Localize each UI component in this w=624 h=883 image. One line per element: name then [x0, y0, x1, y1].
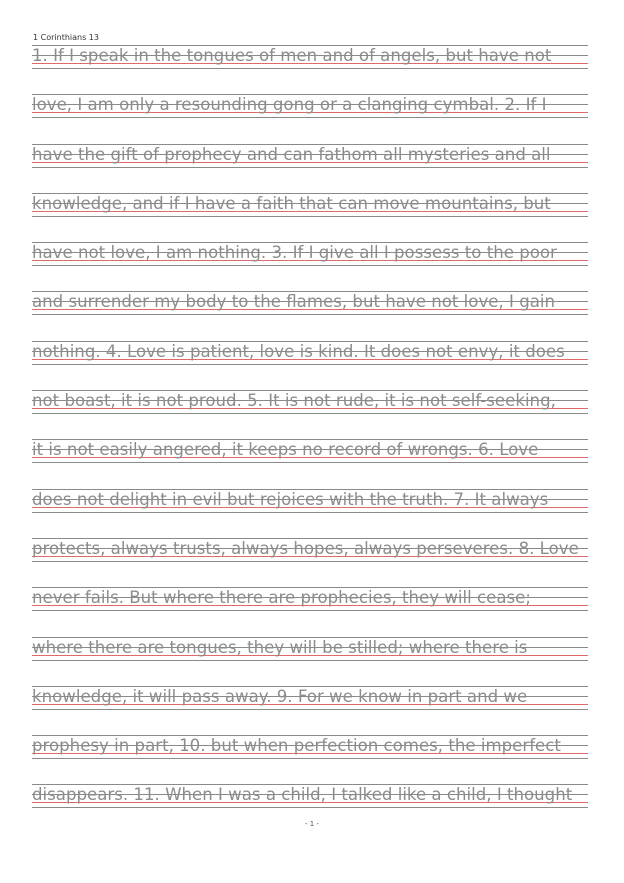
baseline-guide-line: [32, 216, 588, 217]
practice-line: [32, 42, 588, 91]
practice-line: [32, 535, 588, 584]
page-title: 1 Corinthians 13: [33, 33, 99, 42]
handwriting-practice-area: [32, 42, 588, 831]
trace-text: knowledge, it will pass away. 9. For we know in part and we: [32, 686, 528, 706]
practice-line: [32, 486, 588, 535]
baseline-guide-line: [32, 709, 588, 710]
trace-text: love, I am only a resounding gong or a clanging cymbal. 2. If I: [32, 95, 547, 115]
baseline-guide-line: [32, 561, 588, 562]
trace-text: have the gift of prophecy and can fathom all mysteries and all: [32, 144, 551, 164]
practice-line: [32, 634, 588, 683]
trace-text: nothing. 4. Love is patient, love is kind. It does not envy, it does: [32, 341, 565, 361]
baseline-guide-line: [32, 314, 588, 315]
trace-text: does not delight in evil but rejoices with the truth. 7. It always: [32, 489, 549, 509]
practice-line: [32, 239, 588, 288]
practice-line: [32, 732, 588, 781]
trace-text: never fails. But where there are prophecies, they will cease;: [32, 588, 531, 608]
trace-text: not boast, it is not proud. 5. It is not rude, it is not self-seeking,: [32, 391, 556, 411]
baseline-guide-line: [32, 512, 588, 513]
baseline-guide-line: [32, 364, 588, 365]
practice-line: [32, 584, 588, 633]
baseline-guide-line: [32, 117, 588, 118]
practice-line: [32, 436, 588, 485]
practice-line: [32, 141, 588, 190]
baseline-guide-line: [32, 413, 588, 414]
page-number: - 1 -: [305, 820, 319, 828]
trace-text: it is not easily angered, it keeps no record of wrongs. 6. Love: [32, 440, 539, 460]
practice-line: [32, 91, 588, 140]
practice-line: [32, 288, 588, 337]
trace-text: prophesy in part, 10. but when perfection comes, the imperfect: [32, 736, 561, 756]
trace-text: 1. If I speak in the tongues of men and of angels, but have not: [32, 46, 552, 65]
baseline-guide-line: [32, 758, 588, 759]
trace-text: have not love, I am nothing. 3. If I give all I possess to the poor: [32, 243, 557, 263]
practice-line: [32, 338, 588, 387]
baseline-guide-line: [32, 167, 588, 168]
baseline-guide-line: [32, 462, 588, 463]
baseline-guide-line: [32, 610, 588, 611]
practice-line: [32, 387, 588, 436]
practice-line: [32, 683, 588, 732]
trace-text: protects, always trusts, always hopes, always perseveres. 8. Love: [32, 538, 579, 558]
practice-line: [32, 190, 588, 239]
baseline-guide-line: [32, 807, 588, 808]
baseline-guide-line: [32, 660, 588, 661]
trace-text: knowledge, and if I have a faith that can move mountains, but: [32, 193, 551, 213]
baseline-guide-line: [32, 68, 588, 69]
trace-text: disappears. 11. When I was a child, I talked like a child, I thought: [32, 785, 573, 805]
trace-text: and surrender my body to the flames, but have not love, I gain: [32, 292, 556, 312]
trace-text: where there are tongues, they will be stilled; where there is: [32, 637, 528, 657]
baseline-guide-line: [32, 265, 588, 266]
